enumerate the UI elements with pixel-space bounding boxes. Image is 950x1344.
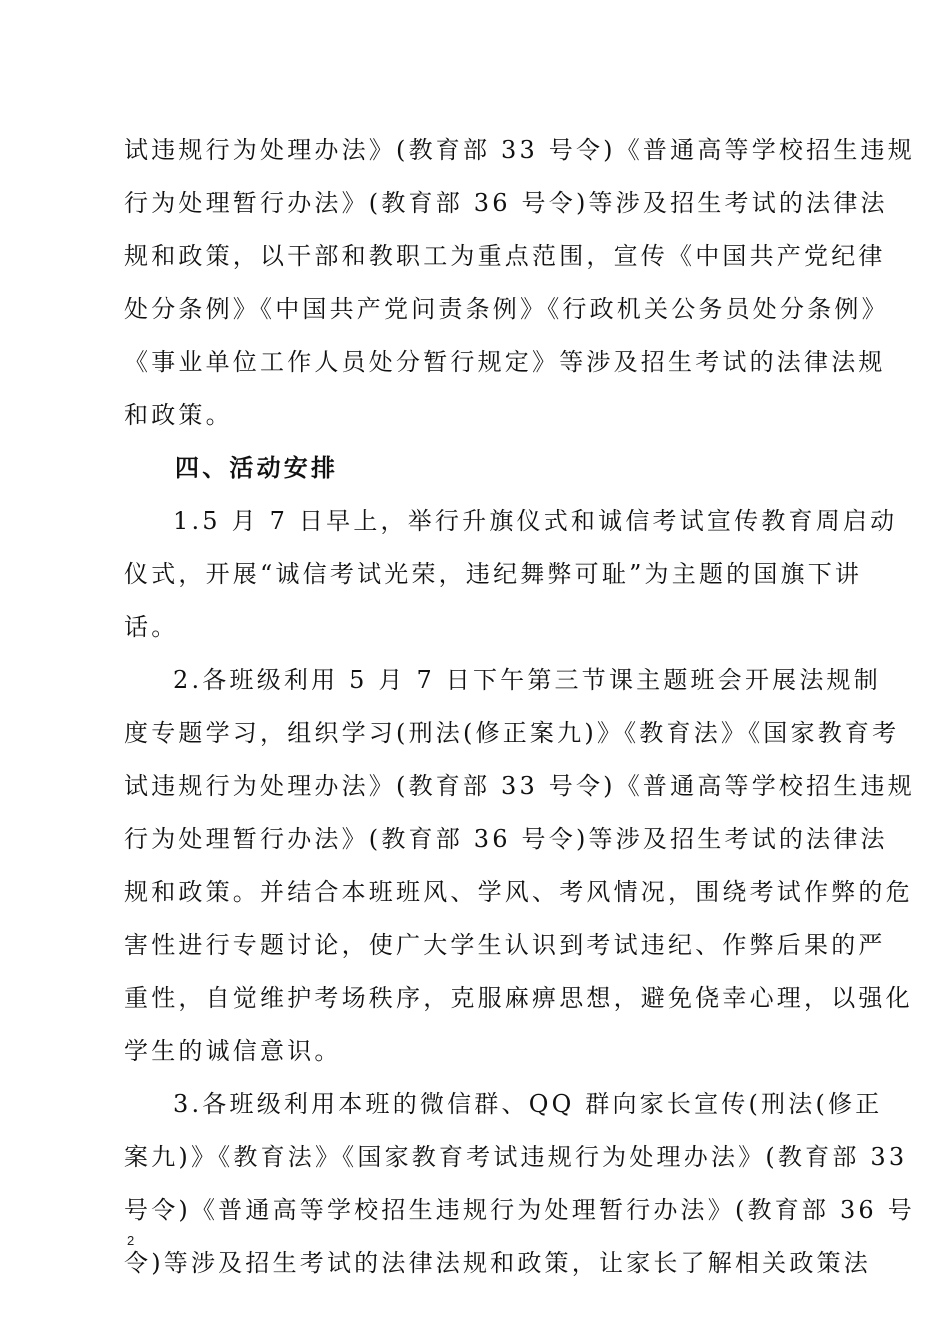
document-body — [124, 124, 915, 1290]
body-line: 令)等涉及招生考试的法律法规和政策，让家长了解相关政策法 — [124, 1249, 871, 1277]
body-line: 号令)《普通高等学校招生违规行为处理暂行办法》(教育部 36 号 — [124, 1196, 915, 1224]
body-line: 行为处理暂行办法》(教育部 36 号令)等涉及招生考试的法律法 — [124, 825, 888, 853]
body-line: 重性，自觉维护考场秩序，克服麻痹思想，避免侥幸心理，以强化 — [124, 984, 913, 1012]
body-line: 仪式，开展“诚信考试光荣，违纪舞弊可耻”为主题的国旗下讲 — [124, 560, 863, 588]
body-line: 案九)》《教育法》《国家教育考试违规行为处理办法》(教育部 33 — [124, 1143, 908, 1171]
body-line: 试违规行为处理办法》(教育部 33 号令)《普通高等学校招生违规 — [124, 136, 915, 164]
body-line: 3.各班级利用本班的微信群、QQ 群向家长宣传(刑法(修正 — [173, 1090, 883, 1118]
body-line: 《事业单位工作人员处分暂行规定》等涉及招生考试的法律法规 — [124, 348, 886, 376]
body-line: 2.各班级利用 5 月 7 日下午第三节课主题班会开展法规制 — [173, 666, 881, 694]
page-number: 2 — [127, 1233, 135, 1248]
body-line: 1.5 月 7 日早上，举行升旗仪式和诚信考试宣传教育周启动 — [173, 507, 898, 535]
body-line: 学生的诚信意识。 — [124, 1037, 342, 1065]
body-line: 行为处理暂行办法》(教育部 36 号令)等涉及招生考试的法律法 — [124, 189, 888, 217]
body-line: 和政策。 — [124, 401, 233, 429]
body-line: 规和政策，以干部和教职工为重点范围，宣传《中国共产党纪律 — [124, 242, 886, 270]
section-heading: 四、活动安排 — [175, 454, 339, 482]
body-line: 规和政策。并结合本班班风、学风、考风情况，围绕考试作弊的危 — [124, 878, 913, 906]
body-line: 试违规行为处理办法》(教育部 33 号令)《普通高等学校招生违规 — [124, 772, 915, 800]
body-line: 度专题学习，组织学习(刑法(修正案九)》《教育法》《国家教育考 — [124, 719, 900, 747]
body-line: 处分条例》《中国共产党问责条例》《行政机关公务员处分条例》 — [124, 295, 889, 323]
body-line: 害性进行专题讨论，使广大学生认识到考试违纪、作弊后果的严 — [124, 931, 886, 959]
body-line: 话。 — [124, 613, 179, 641]
